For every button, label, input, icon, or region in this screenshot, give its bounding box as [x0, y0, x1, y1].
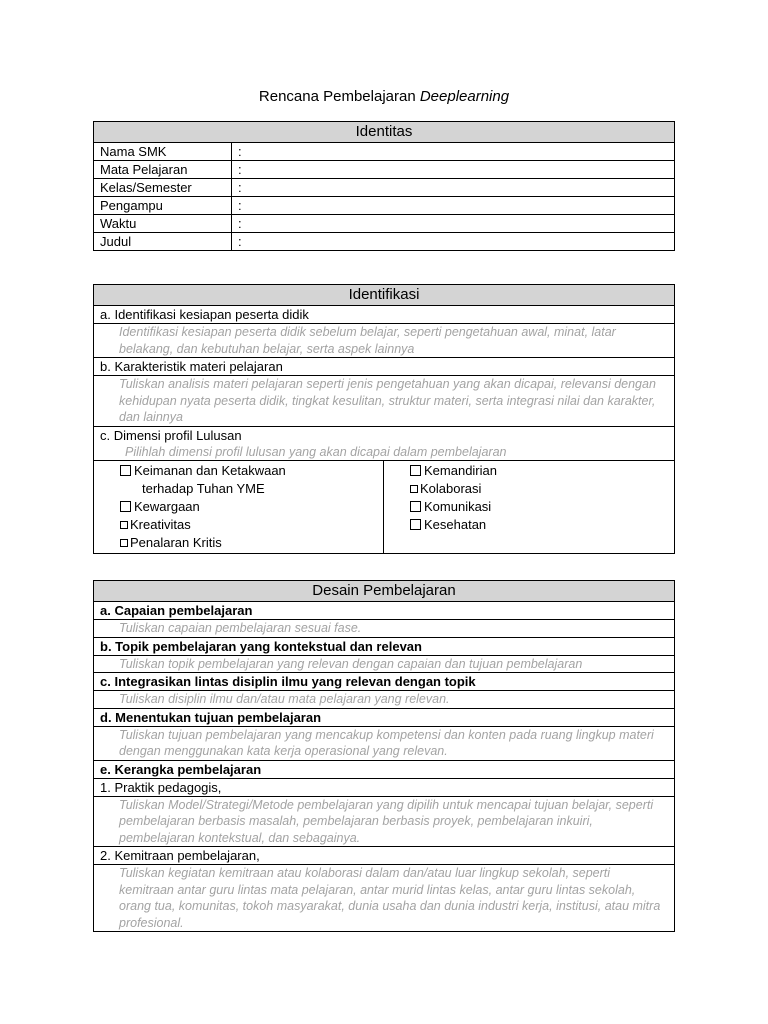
- field-value[interactable]: :: [232, 161, 675, 179]
- identifikasi-c-cell: [94, 426, 675, 461]
- table-row: [94, 233, 675, 251]
- dimension-item-continuation: terhadap Tuhan YME: [142, 481, 265, 496]
- desain-header: Desain Pembelajaran: [94, 581, 675, 602]
- dimension-item[interactable]: Kolaborasi: [410, 480, 668, 498]
- table-row: [94, 143, 675, 161]
- table-row: [94, 179, 675, 197]
- dimension-list-left: [94, 461, 384, 554]
- checkbox-icon[interactable]: [410, 485, 418, 493]
- table-row: [94, 215, 675, 233]
- dimension-item[interactable]: Penalaran Kritis: [120, 534, 377, 552]
- desain-e2-title: 2. Kemitraan pembelajaran,: [94, 847, 675, 865]
- title-main: Rencana Pembelajaran: [258, 88, 420, 105]
- checkbox-icon[interactable]: [120, 521, 128, 529]
- field-value[interactable]: :: [232, 215, 675, 233]
- identifikasi-a-title: a. Identifikasi kesiapan peserta didik: [94, 306, 675, 324]
- desain-e2-hint[interactable]: Tuliskan kegiatan kemitraan atau kolaborasi dalam dan/atau luar lingkup sekolah, seperti kemitraan antar guru lintas mata pelajaran, antar murid lintas kelas, antar guru lintas sekolah, orang tua, komunitas, tokoh masyarakat, dunia usaha dan dunia industri kerja, institusi, atau mitra profesional.: [94, 865, 675, 932]
- desain-b-title: b. Topik pembelajaran yang kontekstual dan relevan: [94, 637, 675, 655]
- document-title: [0, 88, 768, 105]
- field-label: Judul: [94, 233, 232, 251]
- identifikasi-a-hint[interactable]: Identifikasi kesiapan peserta didik sebelum belajar, seperti pengetahuan awal, minat, latar belakang, dan kebutuhan belajar, serta aspek lainnya: [94, 324, 675, 358]
- field-label: Nama SMK: [94, 143, 232, 161]
- desain-e-title: e. Kerangka pembelajaran: [94, 760, 675, 778]
- dimension-item[interactable]: Kemandirian: [410, 462, 668, 480]
- dimension-item[interactable]: Kesehatan: [410, 516, 668, 534]
- field-value[interactable]: :: [232, 233, 675, 251]
- desain-c-title: c. Integrasikan lintas disiplin ilmu yang relevan dengan topik: [94, 673, 675, 691]
- field-label: Pengampu: [94, 197, 232, 215]
- field-value[interactable]: :: [232, 179, 675, 197]
- desain-d-title: d. Menentukan tujuan pembelajaran: [94, 708, 675, 726]
- identifikasi-table: [93, 284, 675, 554]
- desain-b-hint[interactable]: Tuliskan topik pembelajaran yang relevan dengan capaian dan tujuan pembelajaran: [94, 655, 675, 673]
- field-value[interactable]: :: [232, 143, 675, 161]
- identifikasi-b-hint[interactable]: Tuliskan analisis materi pelajaran seperti jenis pengetahuan yang akan dicapai, relevansi dengan kehidupan nyata peserta didik, tingkat kesulitan, struktur materi, serta integrasi nilai dan karakter, dan lainnya: [94, 376, 675, 427]
- checkbox-icon[interactable]: [120, 539, 128, 547]
- field-value[interactable]: :: [232, 197, 675, 215]
- identitas-header: Identitas: [94, 122, 675, 143]
- dimension-list-right: [384, 461, 675, 554]
- dimension-item[interactable]: Kreativitas: [120, 516, 377, 534]
- checkbox-icon[interactable]: [410, 519, 421, 530]
- table-row: [94, 197, 675, 215]
- checkbox-icon[interactable]: [120, 501, 131, 512]
- desain-e1-title: 1. Praktik pedagogis,: [94, 778, 675, 796]
- identifikasi-c-hint: Pilihlah dimensi profil lulusan yang akan dicapai dalam pembelajaran: [125, 444, 507, 459]
- field-label: Mata Pelajaran: [94, 161, 232, 179]
- identifikasi-c-title: c. Dimensi profil Lulusan: [100, 427, 242, 443]
- table-row: [94, 161, 675, 179]
- identifikasi-b-title: b. Karakteristik materi pelajaran: [94, 358, 675, 376]
- identitas-table: [93, 121, 675, 251]
- checkbox-icon[interactable]: [120, 465, 131, 476]
- desain-a-hint[interactable]: Tuliskan capaian pembelajaran sesuai fase.: [94, 620, 675, 638]
- identifikasi-header: Identifikasi: [94, 285, 675, 306]
- desain-d-hint[interactable]: Tuliskan tujuan pembelajaran yang mencakup kompetensi dan konten pada ruang lingkup materi dengan menggunakan kata kerja operasional yang relevan.: [94, 726, 675, 760]
- field-label: Kelas/Semester: [94, 179, 232, 197]
- dimension-item[interactable]: Kewargaan: [120, 498, 377, 516]
- desain-table: [93, 580, 675, 932]
- desain-a-title: a. Capaian pembelajaran: [94, 602, 675, 620]
- checkbox-icon[interactable]: [410, 465, 421, 476]
- desain-c-hint[interactable]: Tuliskan disiplin ilmu dan/atau mata pelajaran yang relevan.: [94, 691, 675, 709]
- field-label: Waktu: [94, 215, 232, 233]
- dimension-item[interactable]: Keimanan dan Ketakwaan: [120, 462, 377, 480]
- title-emphasis: Deeplearning: [419, 88, 510, 105]
- desain-e1-hint[interactable]: Tuliskan Model/Strategi/Metode pembelajaran yang dipilih untuk mencapai tujuan belajar, seperti pembelajaran berbasis masalah, pembelajaran berbasis proyek, pembelajaran inkuiri, pembelajaran kontekstual, dan sebagainya.: [94, 796, 675, 847]
- checkbox-icon[interactable]: [410, 501, 421, 512]
- dimension-item[interactable]: Komunikasi: [410, 498, 668, 516]
